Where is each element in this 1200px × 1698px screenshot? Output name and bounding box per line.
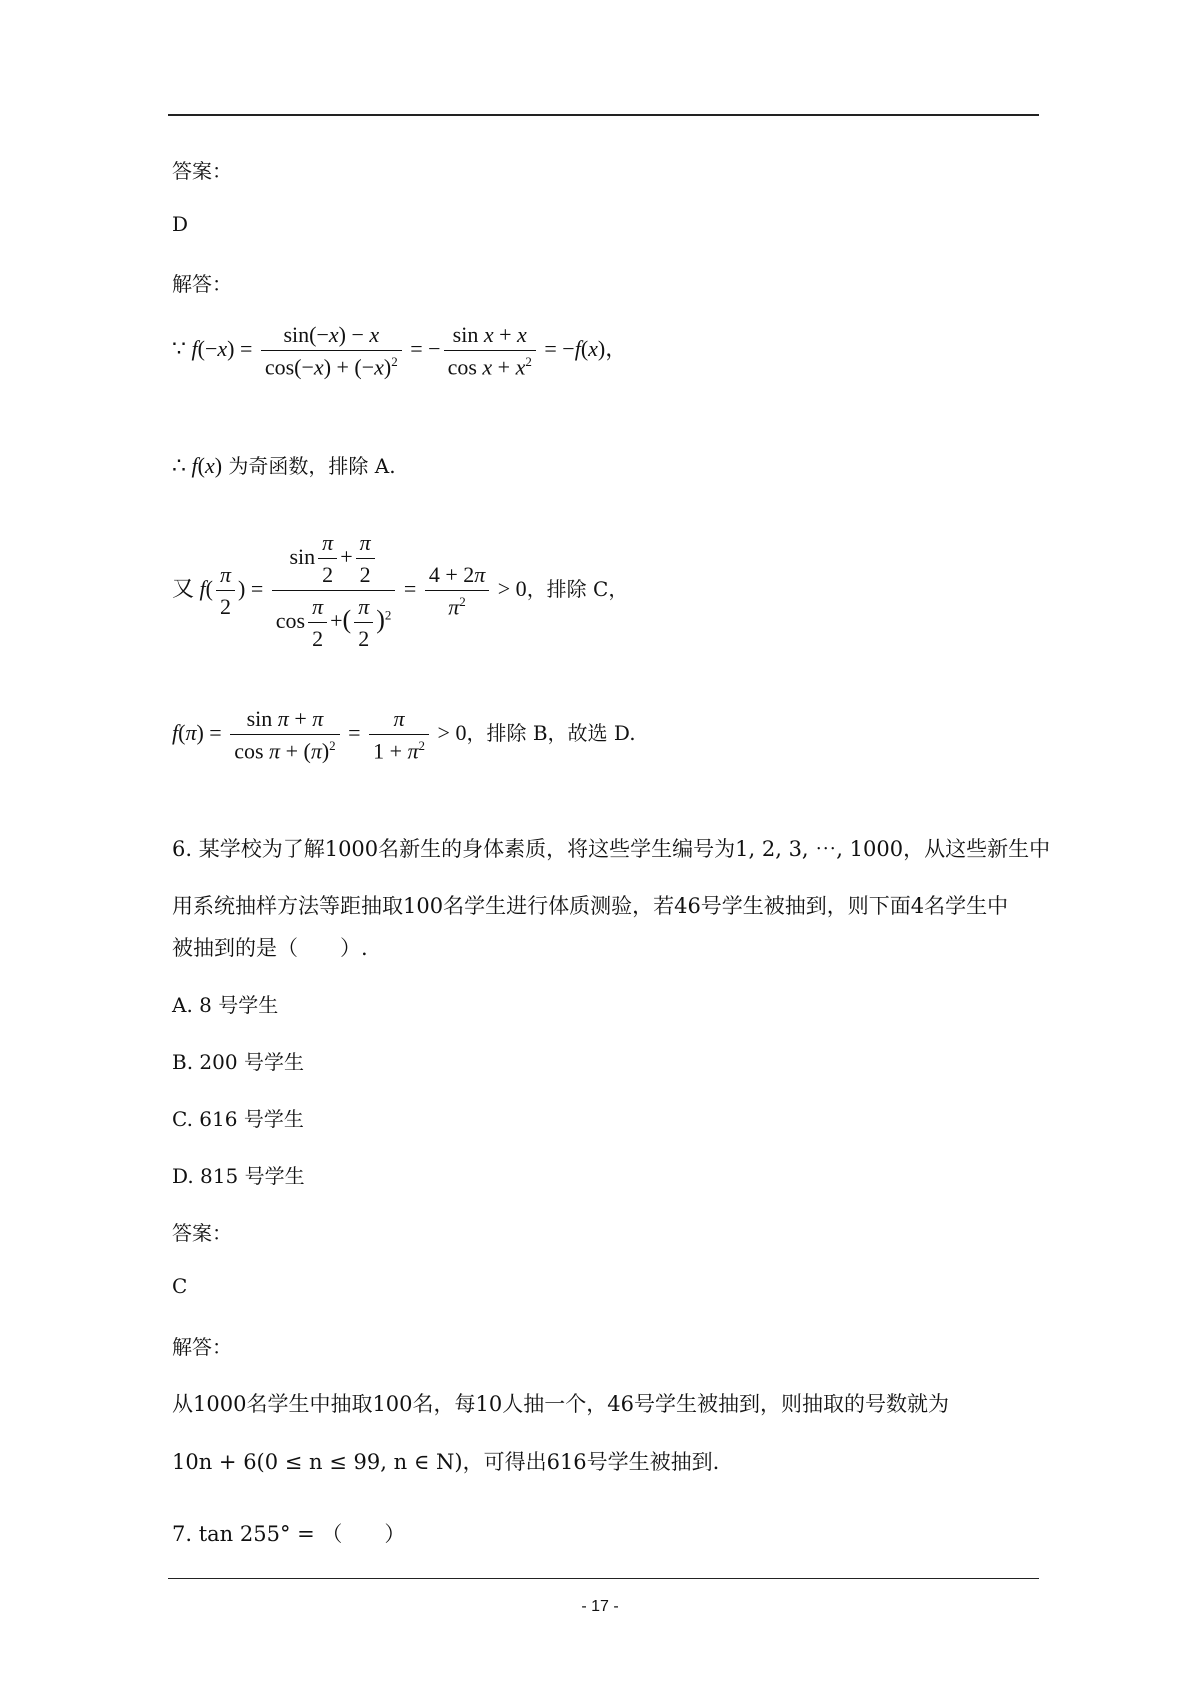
q7-text: 7. tan 255° = （ ） — [172, 1522, 406, 1546]
q6-solution-line1: 从1000名学生中抽取100名，每10人抽一个，46号学生被抽到，则抽取的号数就为 — [172, 1392, 949, 1416]
odd-conclusion-text: 为奇函数，排除 A. — [228, 454, 396, 478]
prev-answer: D — [172, 212, 189, 236]
equation-half-pi: 又 f( $\frac{\pi}{2}$ ) = sin $\frac{\pi}{2}$ + $\frac{\pi}{2}$ cos $\frac{\pi}{2}$ +( $\frac{\pi}{2}$ )$^2$ = $\frac{4 + 2\pi}{\pi^2}$ > 0，排除 C， — [172, 530, 629, 651]
q6-text-line1: 6. 某学校为了解1000名新生的身体素质，将这些学生编号为1, 2, 3, ⋯, 1000，从这些新生中 — [172, 837, 1051, 861]
q6-solution-label: 解答： — [172, 1335, 232, 1359]
header-rule — [168, 114, 1039, 116]
page-number: - 17 - — [581, 1598, 619, 1615]
footer-rule — [168, 1578, 1039, 1579]
pi-tail: ，排除 B，故选 D. — [466, 721, 636, 746]
half-pi-tail: ，排除 C， — [526, 577, 629, 602]
answer-label: 答案： — [172, 159, 232, 183]
q6-solution-line2: 10n + 6(0 ≤ n ≤ 99, n ∈ N)，可得出616号学生被抽到. — [172, 1450, 720, 1474]
q6-option-b: B. 200 号学生 — [172, 1050, 304, 1074]
equation-pi: f(π) = $\frac{\text{sin π + π}}{\cos \pi + (\pi)^2}$ = $\frac{\pi}{1 + \pi^2}$ > 0，排除 B，故选 D. — [172, 706, 636, 764]
q6-answer: C — [172, 1274, 188, 1298]
q6-text-line3: 被抽到的是（ ）. — [172, 936, 368, 960]
q6-option-d: D. 815 号学生 — [172, 1164, 305, 1188]
q6-option-c: C. 616 号学生 — [172, 1107, 304, 1131]
odd-conclusion: ∴ f(x) 为奇函数，排除 A. — [172, 453, 396, 478]
solution-label: 解答： — [172, 272, 232, 296]
q6-answer-label: 答案： — [172, 1221, 232, 1245]
q6-text-line2: 用系统抽样方法等距抽取100名学生进行体质测验，若46号学生被抽到，则下面4名学生中 — [172, 894, 1009, 918]
equation-odd-check: ∵ f(−x) = $\frac{\sin(-x) - x}{\cos(-x) + (-x)^2}$ = − $\frac{\text{sin x + x}}{\cos x + x^2}$ = −f(x)， — [172, 322, 628, 380]
q6-option-a: A. 8 号学生 — [172, 993, 279, 1017]
